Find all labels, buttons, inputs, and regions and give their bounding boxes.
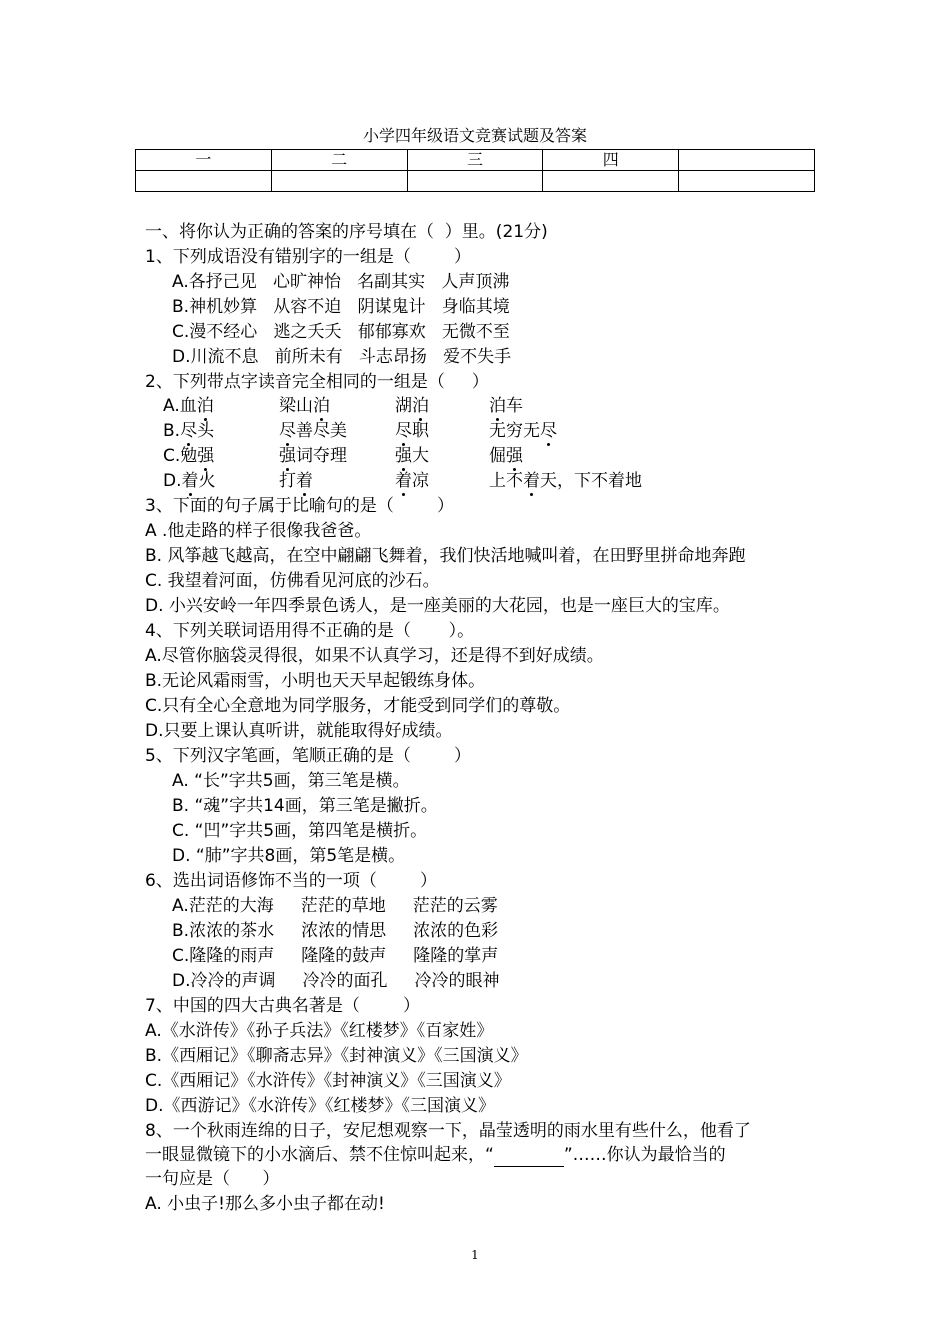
question-4-option-c: C.只有全心全意地为同学服务，才能受到同学们的尊敬。	[145, 696, 571, 716]
dotted-char: 尽	[180, 421, 198, 441]
question-2-stem: 2、下列带点字读音完全相同的一组是（ ）	[145, 372, 489, 392]
score-header-cell: 四	[543, 150, 679, 171]
score-value-cell	[407, 171, 543, 192]
question-2-option-d-word-4	[489, 469, 642, 493]
question-5-option-b: B. “魂”字共14画，第三笔是撇折。	[172, 796, 438, 816]
question-2-option-d-word-2	[279, 469, 313, 493]
question-1-option-b: B.神机妙算 从容不迫 阴谋鬼计 身临其境	[172, 297, 510, 317]
word-text: D.	[163, 471, 182, 491]
page-title: 小学四年级语文竞赛试题及答案	[362, 126, 587, 145]
word-text: 词夺理	[296, 446, 347, 466]
question-6-stem: 6、选出词语修饰不当的一项（ ）	[145, 871, 438, 891]
word-text: A.血	[163, 396, 197, 416]
question-6-option-d: D.冷冷的声调 冷冷的面孔 冷冷的眼神	[172, 971, 500, 991]
word-text: B.	[163, 421, 181, 441]
question-2-option-a-word-3	[395, 394, 429, 418]
word-text: 善尽美	[296, 421, 347, 441]
dotted-char: 强	[197, 446, 215, 466]
dotted-char: 泊	[412, 396, 429, 416]
word-text: 倔	[489, 446, 506, 466]
question-2-option-c-word-4	[489, 444, 523, 468]
question-2-option-c-word-3	[395, 444, 429, 468]
word-text: 车	[506, 396, 523, 416]
question-2-option-c-word-2	[279, 444, 347, 468]
question-7-option-d: D.《西游记》《水浒传》《红楼梦》《三国演义》	[145, 1096, 495, 1116]
question-6-option-c: C.隆隆的雨声 隆隆的鼓声 隆隆的掌声	[172, 946, 499, 966]
word-text: 无穷无	[489, 421, 540, 441]
dotted-char: 着	[181, 471, 199, 491]
dotted-char: 尽	[395, 421, 412, 441]
question-2-option-d	[163, 469, 216, 493]
question-2-option-a-word-2	[279, 394, 330, 418]
word-text: 湖	[395, 396, 412, 416]
dotted-char: 强	[395, 446, 412, 466]
word-text: 梁山	[279, 396, 313, 416]
word-text: 天，下不着地	[540, 471, 642, 491]
dotted-char: 泊	[196, 396, 214, 416]
word-text: 凉	[412, 471, 429, 491]
question-1-option-a: A.各抒己见 心旷神怡 名副其实 人声顶沸	[172, 272, 510, 292]
dotted-char: 着	[395, 471, 412, 491]
word-text: 职	[412, 421, 429, 441]
question-6-option-b: B.浓浓的茶水 浓浓的情思 浓浓的色彩	[172, 921, 499, 941]
dotted-char: 泊	[313, 396, 330, 416]
question-5-option-d: D. “肺”字共8画，第5笔是横。	[172, 846, 406, 866]
question-3-option-c: C. 我望着河面，仿佛看见河底的沙石。	[145, 571, 440, 591]
question-4-option-a: A.尽管你脑袋灵得很，如果不认真学习，还是得不到好成绩。	[145, 646, 604, 666]
question-8-text: ”……你认为最恰当的	[563, 1145, 726, 1165]
dotted-char: 强	[506, 446, 523, 466]
word-text: 火	[198, 471, 216, 491]
question-2-option-b	[163, 419, 214, 443]
question-3-option-a: A .他走路的样子很像我爸爸。	[145, 521, 372, 541]
score-header-cell: 二	[271, 150, 407, 171]
answer-blank	[494, 1148, 564, 1167]
score-value-cell	[136, 171, 272, 192]
question-3-stem: 3、下面的句子属于比喻句的是（ ）	[145, 496, 455, 516]
question-5-stem: 5、下列汉字笔画，笔顺正确的是（ ）	[145, 746, 472, 766]
question-2-option-b-word-4	[489, 419, 557, 443]
section-heading: 一、将你认为正确的答案的序号填在（ ）里。(21分)	[145, 222, 548, 242]
score-table-value-row	[136, 171, 815, 192]
word-text: 上不	[489, 471, 523, 491]
question-2-option-a	[163, 394, 214, 418]
score-header-cell: 三	[407, 150, 543, 171]
score-table	[135, 149, 815, 192]
question-6-option-a: A.茫茫的大海 茫茫的草地 茫茫的云雾	[172, 896, 498, 916]
question-5-option-a: A. “长”字共5画，第三笔是横。	[172, 771, 410, 791]
score-header-cell	[679, 150, 815, 171]
question-4-stem: 4、下列关联词语用得不正确的是（ ）。	[145, 621, 475, 641]
question-7-stem: 7、中国的四大古典名著是（ ）	[145, 996, 421, 1016]
question-2-option-b-word-2	[279, 419, 347, 443]
score-value-cell	[271, 171, 407, 192]
score-table-header-row	[136, 150, 815, 171]
question-4-option-d: D.只要上课认真听讲，就能取得好成绩。	[145, 721, 453, 741]
dotted-char: 着	[296, 471, 313, 491]
score-value-cell	[543, 171, 679, 192]
question-1-stem: 1、下列成语没有错别字的一组是（ ）	[145, 247, 472, 267]
question-4-option-b: B.无论风霜雨雪，小明也天天早起锻练身体。	[145, 671, 486, 691]
page-number: 1	[471, 1248, 479, 1262]
dotted-char: 强	[279, 446, 296, 466]
question-1-option-d: D.川流不息 前所未有 斗志昂扬 爱不失手	[172, 347, 512, 367]
question-8-line-3: 一句应是（ ）	[145, 1169, 280, 1189]
dotted-char: 着	[523, 471, 540, 491]
question-7-option-b: B.《西厢记》《聊斋志异》《封神演义》《三国演义》	[145, 1046, 528, 1066]
dotted-char: 尽	[279, 421, 296, 441]
word-text: 大	[412, 446, 429, 466]
question-2-option-b-word-3	[395, 419, 429, 443]
dotted-char: 泊	[489, 396, 506, 416]
question-7-option-a: A.《水浒传》《孙子兵法》《红楼梦》《百家姓》	[145, 1021, 494, 1041]
score-value-cell	[679, 171, 815, 192]
word-text: C.勉	[163, 446, 198, 466]
question-5-option-c: C. “凹”字共5画，第四笔是横折。	[172, 821, 428, 841]
question-8-option-a: A. 小虫子!那么多小虫子都在动!	[145, 1194, 385, 1214]
word-text: 打	[279, 471, 296, 491]
question-2-option-d-word-3	[395, 469, 429, 493]
score-header-cell: 一	[136, 150, 272, 171]
question-8-line-1: 8、一个秋雨连绵的日子，安尼想观察一下，晶莹透明的雨水里有些什么，他看了	[145, 1121, 751, 1141]
question-3-option-d: D. 小兴安岭一年四季景色诱人，是一座美丽的大花园，也是一座巨大的宝库。	[145, 596, 730, 616]
question-2-option-c	[163, 444, 214, 468]
question-8-line-2	[145, 1143, 726, 1167]
question-2-option-a-word-4	[489, 394, 523, 418]
question-8-text: 一眼显微镜下的小水滴后、禁不住惊叫起来，“	[145, 1145, 494, 1165]
question-7-option-c: C.《西厢记》《水浒传》《封神演义》《三国演义》	[145, 1071, 511, 1091]
word-text: 头	[197, 421, 215, 441]
question-3-option-b: B. 风筝越飞越高，在空中翩翩飞舞着，我们快活地喊叫着，在田野里拼命地奔跑	[145, 546, 746, 566]
question-1-option-c: C.漫不经心 逃之夭夭 郁郁寡欢 无微不至	[172, 322, 510, 342]
dotted-char: 尽	[540, 421, 557, 441]
